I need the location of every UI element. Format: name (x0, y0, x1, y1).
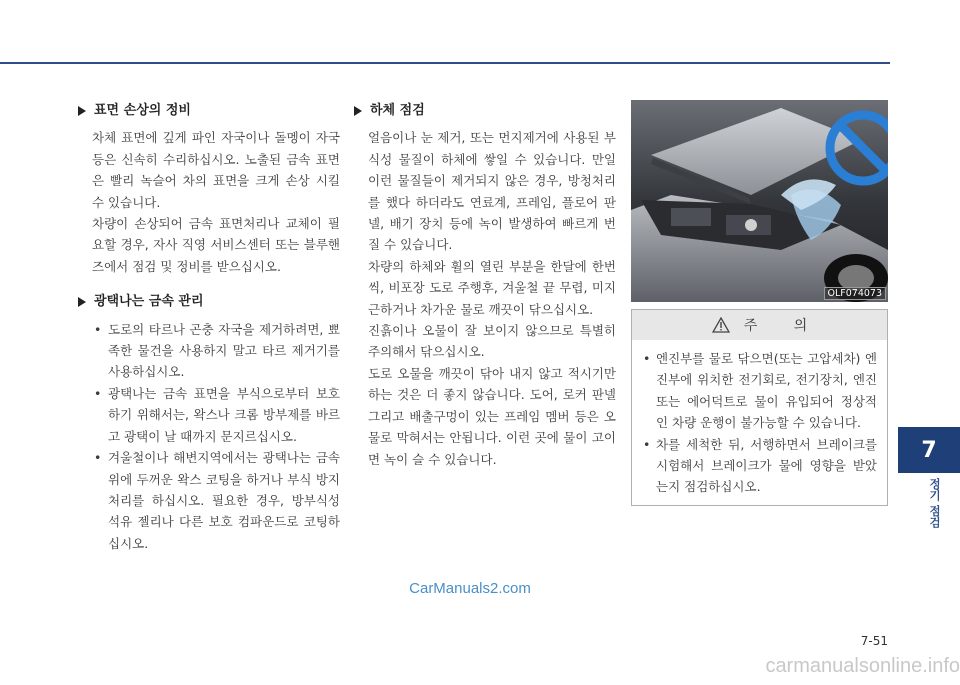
caution-list (632, 348, 887, 498)
paragraph: 차량의 하체와 휠의 열린 부분을 한달에 한번씩, 비포장 도로 주행후, 겨울철 끝 무렵, 미지근하거나 차가운 물로 깨끗이 닦으십시오. (368, 258, 616, 317)
list-item: • 차를 세척한 뒤, 서행하면서 브레이크를 시험해서 브레이크가 물에 영향을 받았는지 점검하십시오. (642, 434, 877, 498)
paragraph: 얼음이나 눈 제거, 또는 먼지제거에 사용된 부식성 물질이 하체에 쌓일 수 있습니다. 만일 이런 물질들이 제거되지 않은 경우, 방청처리를 했다 하더라도 연료계, 프레임, 플로어 판넬, 배기 장치 등에 녹이 발생하여 빠르게 번질 수 있습니다. (368, 130, 616, 253)
section-heading (78, 291, 340, 312)
list-item: • 광택나는 금속 표면을 부식으로부터 보호하기 위해서는, 왁스나 크롬 방부제를 바르고 광택이 날 때까지 문지르십시오. (92, 383, 340, 447)
chapter-tab (898, 427, 960, 473)
chapter-number: 7 (921, 437, 937, 463)
no-water-engine-wash-icon (631, 100, 888, 302)
list-item: • 엔진부를 물로 닦으면(또는 고압세차) 엔진부에 위치한 전기회로, 전기장치, 엔진 또는 에어덕트로 물이 유입되어 정상적인 차량 운행이 불가능할 수 있습니다. (642, 348, 877, 434)
figure-code: OLF074073 (824, 287, 887, 300)
section-heading (354, 100, 616, 121)
caution-title: 주 의 (743, 318, 824, 334)
caution-box (631, 309, 888, 506)
triangle-bullet-icon (78, 297, 86, 307)
paragraph: 도로 오물을 깨끗이 닦아 내지 않고 적시기만 하는 것은 더 좋지 않습니다. 도어, 로커 판넬 그리고 배출구멍이 있는 프레임 멤버 등은 오물로 막혀서는 안됩니다. 이런 곳에 물이 고이면 녹이 슬 수 있습니다. (368, 365, 616, 467)
engine-wash-illustration (631, 100, 888, 302)
caution-header (632, 310, 887, 340)
paragraph: 차체 표면에 깊게 파인 자국이나 돌멩이 자국 등은 신속히 수리하십시오. 노출된 금속 표면은 빨리 녹슬어 차의 표면을 크게 손상 시킬 수 있습니다. (92, 130, 340, 210)
section-title: 표면 손상의 정비 (94, 103, 191, 118)
section-heading (78, 100, 340, 121)
list-item: • 도로의 타르나 곤충 자국을 제거하려면, 뾰족한 물건을 사용하지 말고 타르 제거기를 사용하십시오. (92, 319, 340, 383)
header-rule (0, 62, 890, 64)
warning-triangle-icon (712, 317, 730, 333)
left-column (78, 100, 340, 554)
paragraph: 진흙이나 오물이 잘 보이지 않으므로 특별히 주의해서 닦으십시오. (368, 323, 616, 360)
watermark: CarManuals2.com (409, 580, 531, 597)
bullet-list (78, 319, 340, 554)
section-title: 광택나는 금속 관리 (94, 294, 204, 310)
footer-watermark: carmanualsonline.info (765, 655, 960, 677)
chapter-name: 정기 점검 (928, 478, 942, 529)
triangle-bullet-icon (78, 106, 86, 116)
page-number: 7-51 (860, 634, 888, 648)
triangle-bullet-icon (354, 106, 362, 116)
list-item: • 겨울철이나 해변지역에서는 광택나는 금속 위에 두꺼운 왁스 코팅을 하거나 부식 방지 처리를 하십시오. 필요한 경우, 방부식성 석유 젤리나 다른 보호 컴파운드로 코팅하십시오. (92, 447, 340, 554)
paragraph: 차량이 손상되어 금속 표면처리나 교체이 필요할 경우, 자사 직영 서비스센터 또는 블루핸즈에서 점검 및 정비를 받으십시오. (92, 216, 340, 274)
section-title: 하체 점검 (370, 103, 425, 118)
middle-column (354, 100, 616, 470)
